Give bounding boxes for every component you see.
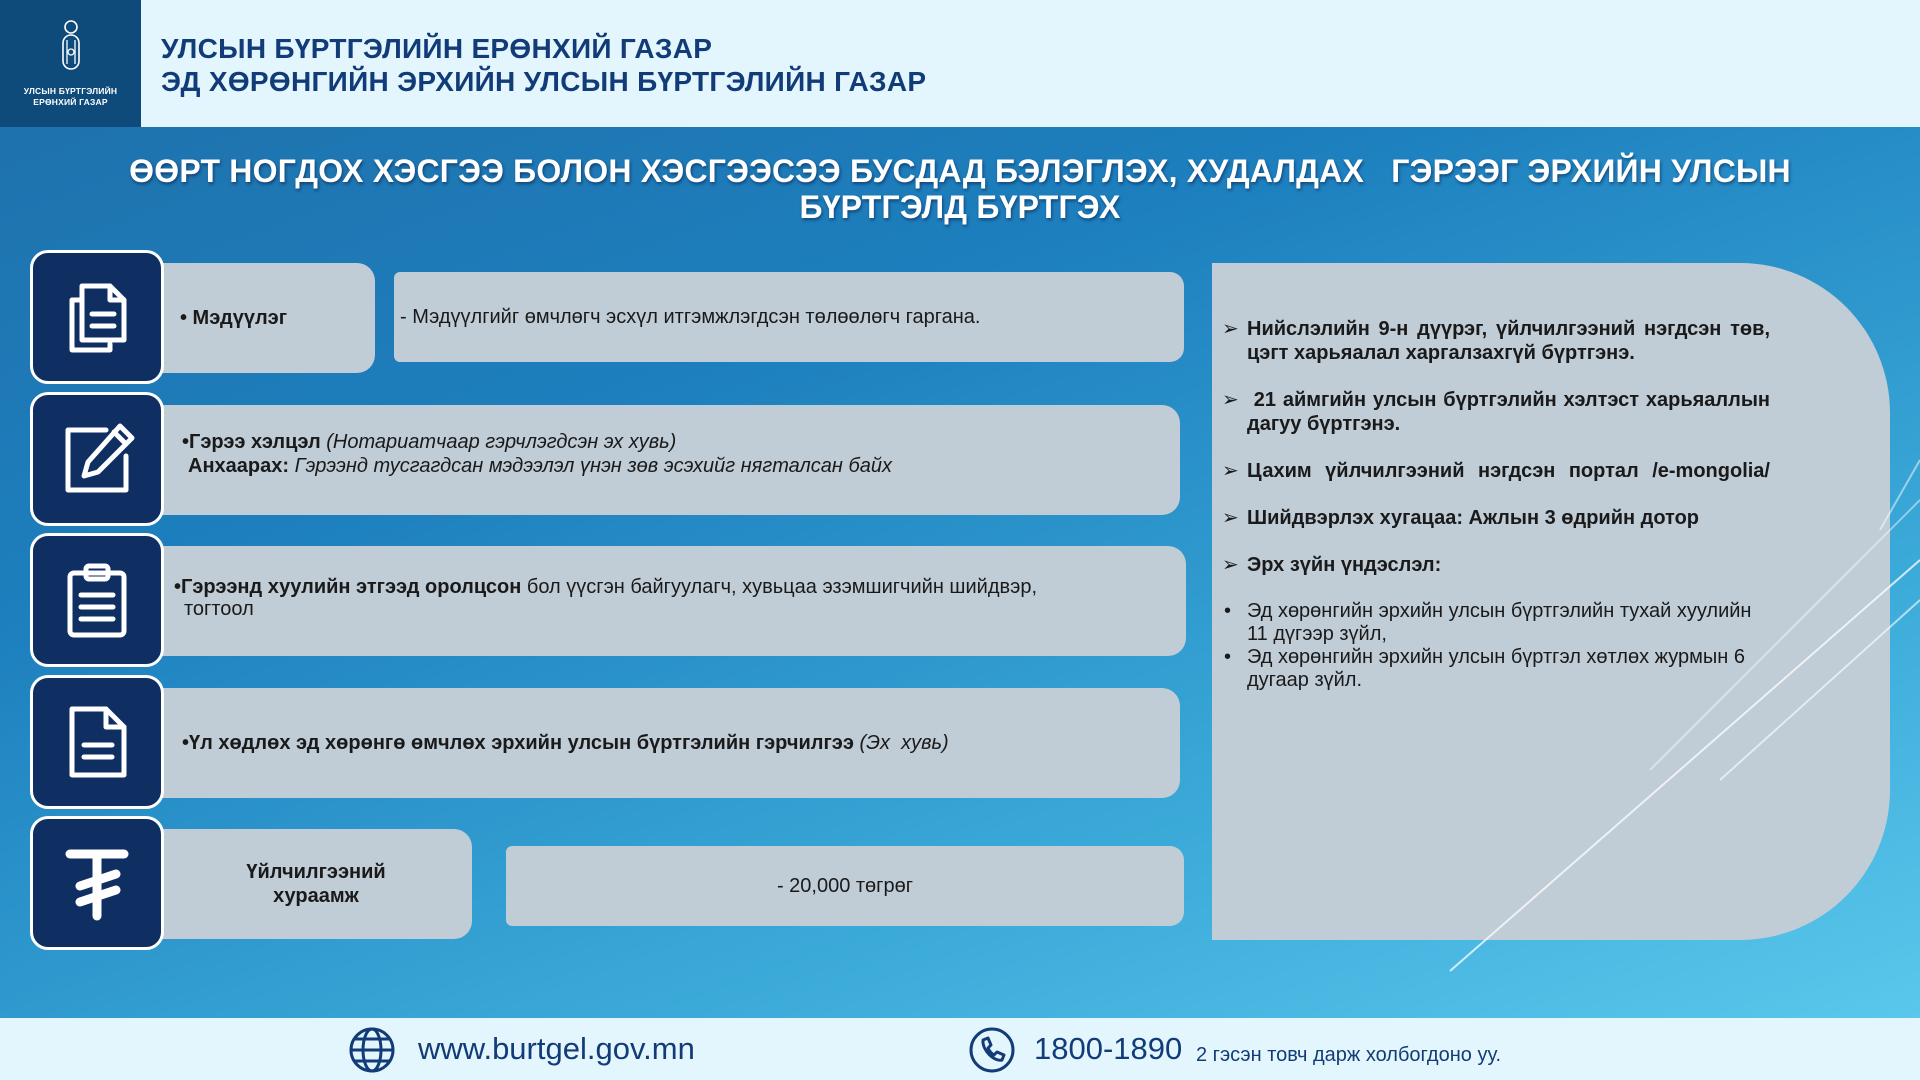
info-text-1: Нийслэлийн 9-н дүүрэг, үйлчилгээний нэгдсэн төв, цэгт харьяалал харгалзахгүй бүртгэнэ. [1247, 318, 1770, 364]
application-detail: - Мэдүүлгийг өмчлөгч эсхүл итгэмжлэгдсэн төлөөлөгч гаргана. [400, 306, 981, 328]
bullet-dot-icon: • [1224, 646, 1232, 668]
certificate-line [182, 731, 949, 755]
info-text-2: 21 аймгийн улсын бүртгэлийн хэлтэст харьяаллын дагуу бүртгэнэ. [1247, 389, 1776, 435]
service-fee-amount-box [506, 846, 1184, 926]
globe-icon [348, 1026, 396, 1074]
legal-basis-item-2 [1222, 646, 1770, 692]
contract-box [160, 405, 1180, 515]
document-icon [30, 675, 164, 809]
title-line-1: ӨӨРТ НОГДОХ ХЭСГЭЭ БОЛОН ХЭСГЭЭСЭЭ БУСДАД БЭЛЭГЛЭХ, ХУДАЛДАХ ГЭРЭЭГ ЭРХИЙН УЛСЫН [129, 153, 1791, 189]
agency-logo [0, 0, 141, 127]
info-item-4 [1222, 506, 1770, 530]
arrow-bullet-icon: ➢ [1222, 389, 1239, 411]
info-panel [1212, 263, 1890, 940]
arrow-bullet-icon: ➢ [1222, 318, 1239, 340]
website-link[interactable]: www.burtgel.gov.mn [418, 1031, 695, 1066]
legal-basis-text-2: Эд хөрөнгийн эрхийн улсын бүртгэл хөтлөх журмын 6 дугаар зүйл. [1247, 646, 1745, 691]
attention-line [182, 454, 1160, 478]
info-text-3: Цахим үйлчилгээний нэгдсэн портал /e-mongolia/ [1247, 460, 1770, 482]
arrow-bullet-icon: ➢ [1222, 460, 1239, 482]
footer-bar [0, 1018, 1920, 1080]
info-text-5: Эрх зүйн үндэслэл: [1247, 554, 1442, 576]
service-fee-amount: - 20,000 төгрөг [776, 875, 914, 897]
certificate-box [160, 688, 1180, 798]
certificate-note: (Эх хувь) [859, 732, 949, 754]
application-detail-box [394, 272, 1184, 362]
service-fee-label-box [160, 829, 472, 939]
contract-line [182, 430, 1160, 454]
legal-entity-text-2: тогтоол [184, 598, 254, 620]
attention-text: Гэрээнд тусгагдсан мэдээлэл үнэн зөв эсэхийг нягталсан байх [294, 455, 892, 477]
logo-caption [24, 86, 118, 108]
page-title [100, 153, 1820, 225]
info-item-2 [1222, 388, 1776, 436]
hotline-number[interactable]: 1800-1890 [1034, 1031, 1183, 1066]
arrow-bullet-icon: ➢ [1222, 554, 1239, 576]
contract-note: (Нотариатчаар гэрчлэгдсэн эх хувь) [326, 431, 677, 453]
info-item-5 [1222, 553, 1770, 577]
org-name-line-1: УЛСЫН БҮРТГЭЛИЙН ЕРӨНХИЙ ГАЗАР [161, 33, 713, 64]
clipboard-icon [30, 533, 164, 667]
info-item-3 [1222, 459, 1770, 483]
legal-entity-box [160, 546, 1186, 656]
logo-text-line-2: ЕРӨНХИЙ ГАЗАР [33, 97, 108, 107]
org-name-line-2: ЭД ХӨРӨНГИЙН ЭРХИЙН УЛСЫН БҮРТГЭЛИЙН ГАЗАР [161, 66, 927, 97]
service-fee-label-1: Үйлчилгээний [246, 861, 386, 883]
legal-entity-label: •Гэрээнд хуулийн этгээд оролцсон [174, 576, 522, 598]
application-label: • Мэдүүлэг [180, 307, 288, 329]
header-bar [0, 0, 1920, 127]
arrow-bullet-icon: ➢ [1222, 507, 1239, 529]
legal-entity-line [174, 575, 1166, 599]
hotline-note: 2 гэсэн товч дарж холбогдоно уу. [1196, 1044, 1501, 1066]
phone-icon [968, 1026, 1016, 1074]
tugrik-currency-icon [30, 816, 164, 950]
application-label-box [160, 263, 375, 373]
certificate-label: •Үл хөдлөх эд хөрөнгө өмчлөх эрхийн улсын бүртгэлийн гэрчилгээ [182, 732, 854, 754]
edit-pencil-icon [30, 392, 164, 526]
legal-entity-text: бол үүсгэн байгуулагч, хувьцаа эзэмшигчийн шийдвэр, [526, 576, 1037, 598]
legal-basis-list [1222, 600, 1770, 692]
contract-label: •Гэрээ хэлцэл [182, 431, 321, 453]
info-text-4: Шийдвэрлэх хугацаа: Ажлын 3 өдрийн дотор [1247, 507, 1700, 529]
info-item-1 [1222, 317, 1770, 365]
documents-icon [30, 250, 164, 384]
title-line-2: БҮРТГЭЛД БҮРТГЭХ [799, 189, 1121, 225]
legal-basis-item-1 [1222, 600, 1770, 646]
attention-label: Анхаарах: [188, 455, 290, 477]
service-fee-label-2: хураамж [273, 885, 359, 907]
emblem-icon [56, 18, 86, 76]
legal-basis-text-1: Эд хөрөнгийн эрхийн улсын бүртгэлийн тухай хуулийн 11 дүгээр зүйл, [1247, 600, 1752, 645]
bullet-dot-icon: • [1224, 600, 1232, 622]
logo-text-line-1: УЛСЫН БҮРТГЭЛИЙН [23, 86, 118, 96]
